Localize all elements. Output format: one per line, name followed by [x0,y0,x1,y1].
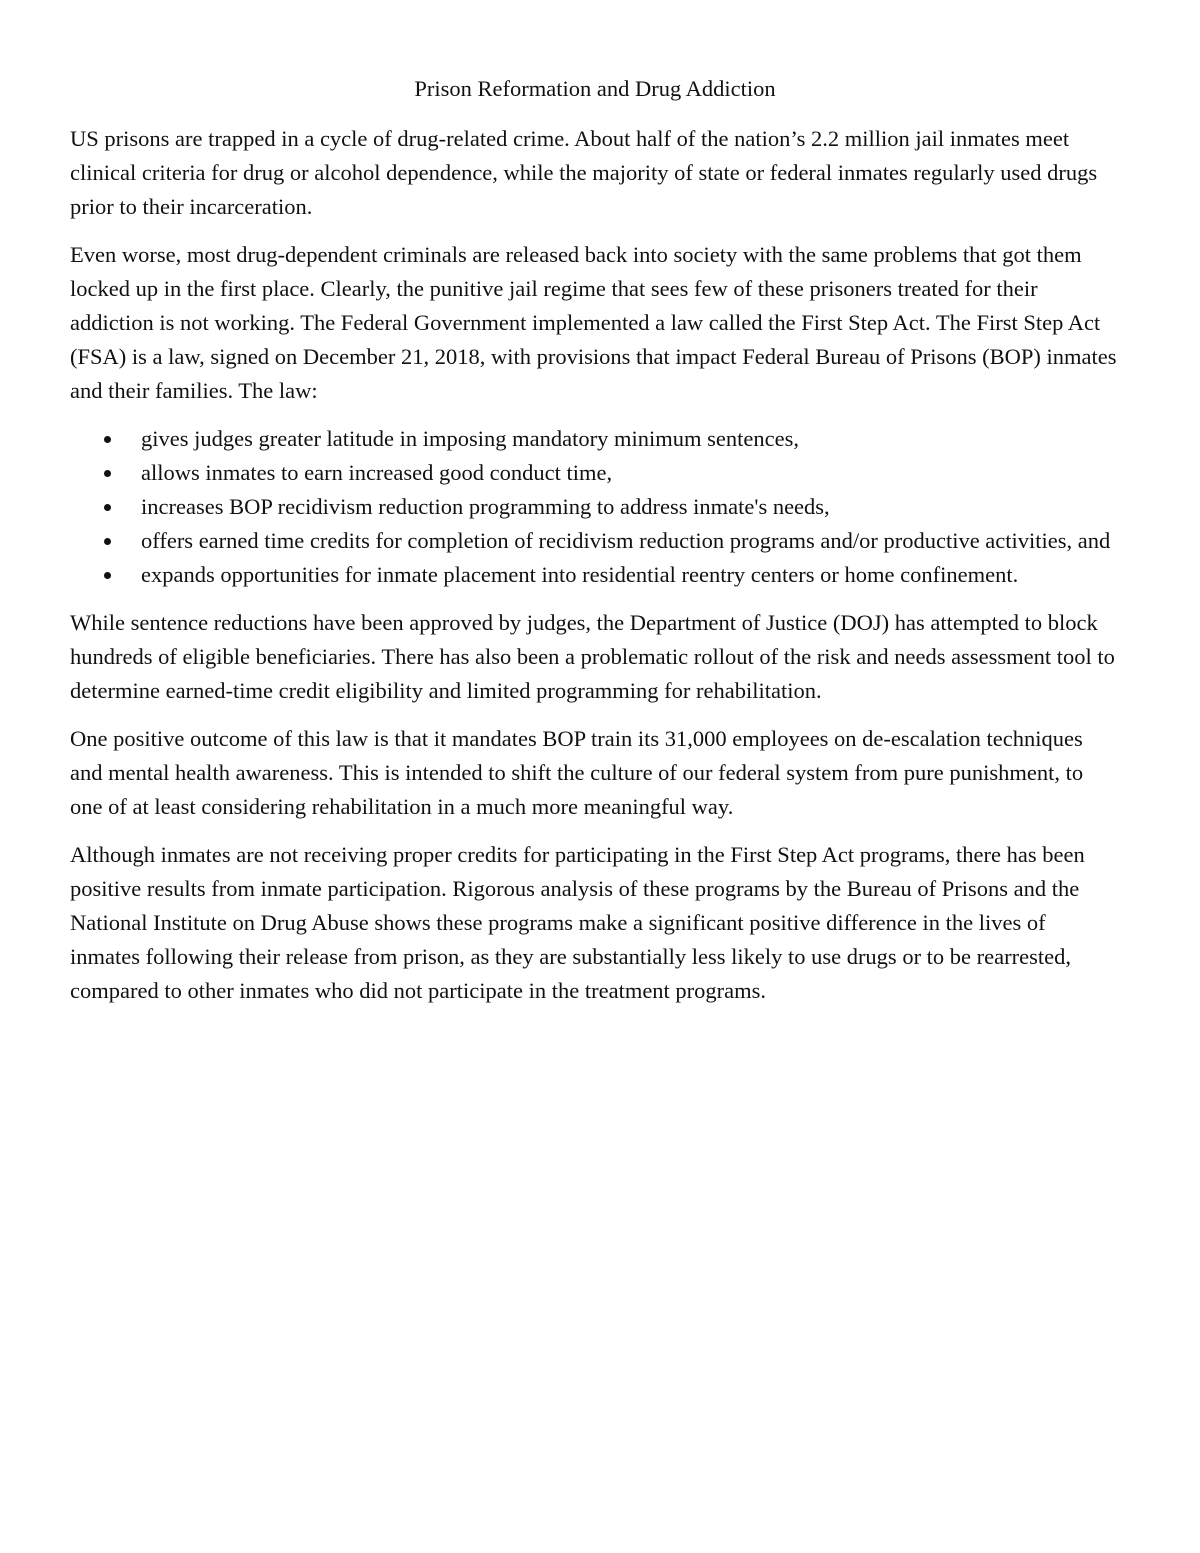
bullet-icon [104,504,111,511]
bullet-icon [104,538,111,545]
list-item [70,422,1120,456]
list-item-text: gives judges greater latitude in imposing mandatory minimum sentences, [141,426,799,451]
list-item [70,524,1120,558]
bullet-icon [104,436,111,443]
list-item [70,558,1120,592]
paragraph-results: Although inmates are not receiving proper credits for participating in the First Step Act programs, there has been positive results from inmate participation. Rigorous analysis of these programs by the Bureau of Prisons and the National Institute on Drug Abuse shows these programs make a significant positive difference in the lives of inmates following their release from prison, as they are substantially less likely to use drugs or to be rearrested, compared to other inmates who did not participate in the treatment programs. [70,842,1085,1003]
list-item [70,456,1120,490]
paragraph-intro: US prisons are trapped in a cycle of drug-related crime. About half of the nation’s 2.2 million jail inmates meet clinical criteria for drug or alcohol dependence, while the majority of state or federal inmates regularly used drugs prior to their incarceration. [70,126,1098,219]
document-title: Prison Reformation and Drug Addiction [414,76,776,101]
list-item [70,490,1120,524]
bullet-icon [104,470,111,477]
law-provisions-list [70,422,1120,592]
paragraph-first-step-act: Even worse, most drug-dependent criminals are released back into society with the same problems that got them locked up in the first place. Clearly, the punitive jail regime that sees few of these prisoners treated for their addiction is not working. The Federal Government implemented a law called the First Step Act. The First Step Act (FSA) is a law, signed on December 21, 2018, with provisions that impact Federal Bureau of Prisons (BOP) inmates and their families. The law: [70,242,1117,403]
list-item-text: increases BOP recidivism reduction programming to address inmate's needs, [141,494,830,519]
list-item-text: offers earned time credits for completion of recidivism reduction programs and/or productive activities, and [141,528,1111,553]
paragraph-positive-outcome: One positive outcome of this law is that it mandates BOP train its 31,000 employees on de-escalation techniques and mental health awareness. This is intended to shift the culture of our federal system from pure punishment, to one of at least considering rehabilitation in a much more meaningful way. [70,726,1084,819]
list-item-text: expands opportunities for inmate placement into residential reentry centers or home confinement. [141,562,1019,587]
paragraph-doj-rollout: While sentence reductions have been approved by judges, the Department of Justice (DOJ) has attempted to block hundreds of eligible beneficiaries. There has also been a problematic rollout of the risk and needs assessment tool to determine earned-time credit eligibility and limited programming for rehabilitation. [70,610,1115,703]
bullet-icon [104,572,111,579]
list-item-text: allows inmates to earn increased good conduct time, [141,460,613,485]
